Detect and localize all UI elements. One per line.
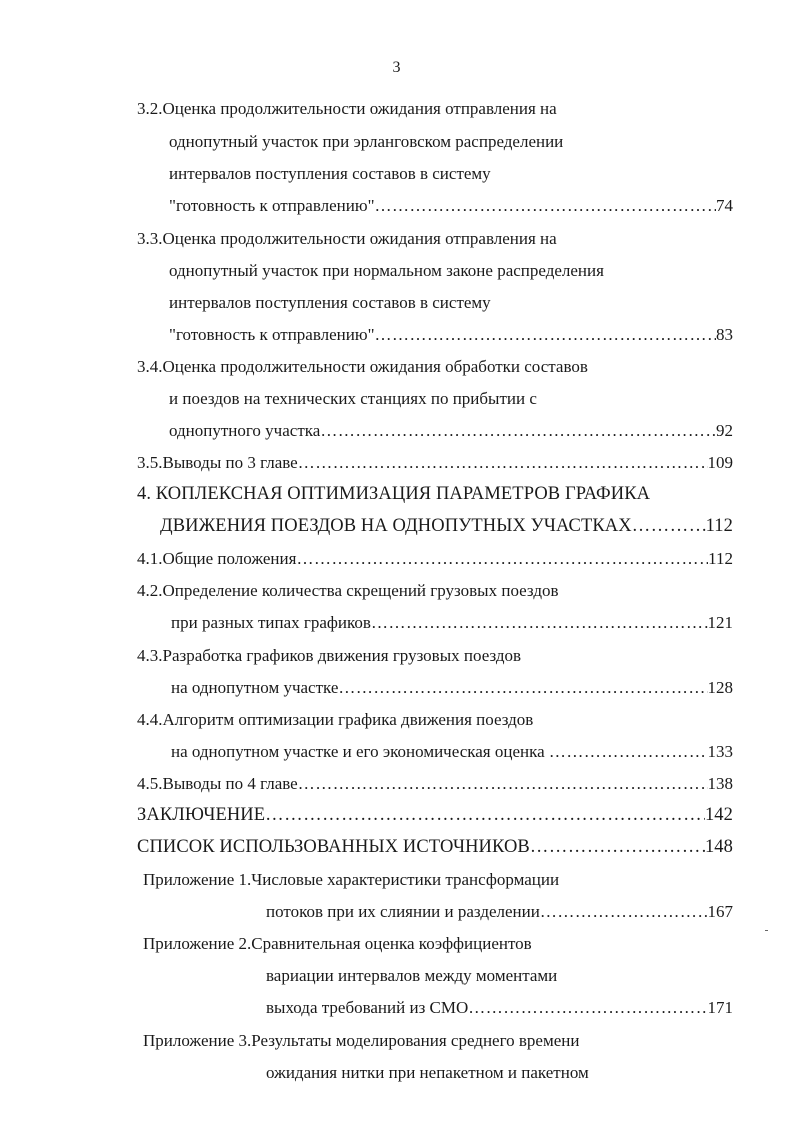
toc-chapter-4-line-2: ДВИЖЕНИЯ ПОЕЗДОВ НА ОДНОПУТНЫХ УЧАСТКАХ …………………………………………………………………………………………………………………………………………………………………………………………………… 112 — [160, 515, 733, 537]
toc-page-ref: 112 — [705, 516, 733, 536]
toc-page-ref: 128 — [707, 678, 733, 697]
toc-page-ref: 109 — [707, 453, 733, 472]
toc-appendix-1-line-2: потоков при их слиянии и разделении …………………………………………………………………………………………………………………………………………………………………………………………………… 167 — [266, 901, 733, 923]
toc-entry-3-2-line-4: "готовность к отправлению" …………………………………………………………………………………………………………………………………………………………………………………………………… 74 — [169, 195, 733, 217]
dot-leader — [375, 324, 716, 346]
toc-appendix-3-line-2: ожидания нитки при непакетном и пакетном — [266, 1063, 589, 1082]
toc-page-ref: 171 — [707, 998, 733, 1017]
toc-page-ref: 112 — [708, 549, 733, 568]
toc-chapter-4-line-1: 4. КОПЛЕКСНАЯ ОПТИМИЗАЦИЯ ПАРАМЕТРОВ ГРАФИКА — [137, 484, 651, 504]
toc-entry-4-3-line-1: 4.3.Разработка графиков движения грузовых поездов — [137, 646, 522, 665]
toc-entry-4-4-line-1: 4.4.Алгоритм оптимизации графика движения поездов — [137, 710, 534, 729]
toc-entry-3-3-line-1: 3.3.Оценка продолжительности ожидания отправления на — [137, 229, 557, 248]
toc-page-ref: 142 — [704, 805, 733, 825]
toc-references: СПИСОК ИСПОЛЬЗОВАННЫХ ИСТОЧНИКОВ …………………………………………………………………………………………………………………………………………………………………………………………………… 148 — [137, 836, 733, 858]
toc-entry-4-5: 4.5.Выводы по 4 главе …………………………………………………………………………………………………………………………………………………………………………………………………… 138 — [137, 773, 733, 795]
toc-page-ref: 148 — [704, 837, 733, 857]
dot-leader — [371, 612, 708, 634]
dot-leader — [338, 677, 707, 699]
page-number: 3 — [392, 59, 401, 76]
toc-appendix-2-line-3: выхода требований из СМО …………………………………………………………………………………………………………………………………………………………………………………………………… 171 — [266, 997, 733, 1019]
toc-entry-3-2-line-1: 3.2.Оценка продолжительности ожидания отправления на — [137, 99, 557, 118]
toc-page-ref: 74 — [716, 196, 733, 215]
toc-page-ref: 92 — [716, 421, 733, 440]
dot-leader — [265, 804, 705, 826]
dot-leader — [468, 997, 707, 1019]
dot-leader — [320, 420, 716, 442]
toc-page-ref: 133 — [707, 742, 733, 761]
dot-leader — [632, 515, 706, 537]
toc-appendix-2-line-1: Приложение 2.Сравнительная оценка коэффициентов — [143, 934, 532, 953]
toc-entry-3-4-line-2: и поездов на технических станциях по прибытии с — [169, 389, 537, 408]
scan-speck — [765, 930, 768, 931]
toc-entry-4-2-line-2: при разных типах графиков …………………………………………………………………………………………………………………………………………………………………………………………………… 121 — [171, 612, 733, 634]
dot-leader — [296, 548, 708, 570]
toc-entry-4-2-line-1: 4.2.Определение количества скрещений грузовых поездов — [137, 581, 559, 600]
toc-page-ref: 121 — [707, 613, 733, 632]
toc-page-ref: 138 — [707, 774, 733, 793]
toc-page-ref: 167 — [707, 902, 733, 921]
toc-entry-4-3-line-2: на однопутном участке …………………………………………………………………………………………………………………………………………………………………………………………………… 128 — [171, 677, 733, 699]
toc-page-ref: 83 — [716, 325, 733, 344]
toc-entry-4-4-line-2: на однопутном участке и его экономическая оценка …………………………………………………………………………………………………………………………………………………………………………………………………… 133 — [171, 741, 733, 763]
dot-leader — [530, 836, 705, 858]
toc-entry-3-4-line-3: однопутного участка …………………………………………………………………………………………………………………………………………………………………………………………………… 92 — [169, 420, 733, 442]
toc-appendix-2-line-2: вариации интервалов между моментами — [266, 966, 558, 985]
toc-entry-3-2-line-3: интервалов поступления составов в систему — [169, 164, 491, 183]
toc-entry-3-3-line-4: "готовность к отправлению" …………………………………………………………………………………………………………………………………………………………………………………………………… 83 — [169, 324, 733, 346]
toc-entry-3-5: 3.5.Выводы по 3 главе …………………………………………………………………………………………………………………………………………………………………………………………………… 109 — [137, 452, 733, 474]
toc-entry-4-1: 4.1.Общие положения …………………………………………………………………………………………………………………………………………………………………………………………………… 112 — [137, 548, 733, 570]
dot-leader — [298, 452, 708, 474]
dot-leader — [375, 195, 716, 217]
dot-leader — [540, 901, 708, 923]
toc-entry-3-4-line-1: 3.4.Оценка продолжительности ожидания обработки составов — [137, 357, 588, 376]
toc-entry-3-3-line-3: интервалов поступления составов в систему — [169, 293, 491, 312]
dot-leader — [298, 773, 708, 795]
toc-entry-3-2-line-2: однопутный участок при эрланговском распределении — [169, 132, 564, 151]
toc-appendix-3-line-1: Приложение 3.Результаты моделирования среднего времени — [143, 1031, 580, 1050]
dot-leader — [549, 741, 708, 763]
toc-appendix-1-line-1: Приложение 1.Числовые характеристики трансформации — [143, 870, 560, 889]
toc-conclusion: ЗАКЛЮЧЕНИЕ …………………………………………………………………………………………………………………………………………………………………………………………………… 142 — [137, 804, 733, 826]
toc-entry-3-3-line-2: однопутный участок при нормальном законе распределения — [169, 261, 604, 280]
